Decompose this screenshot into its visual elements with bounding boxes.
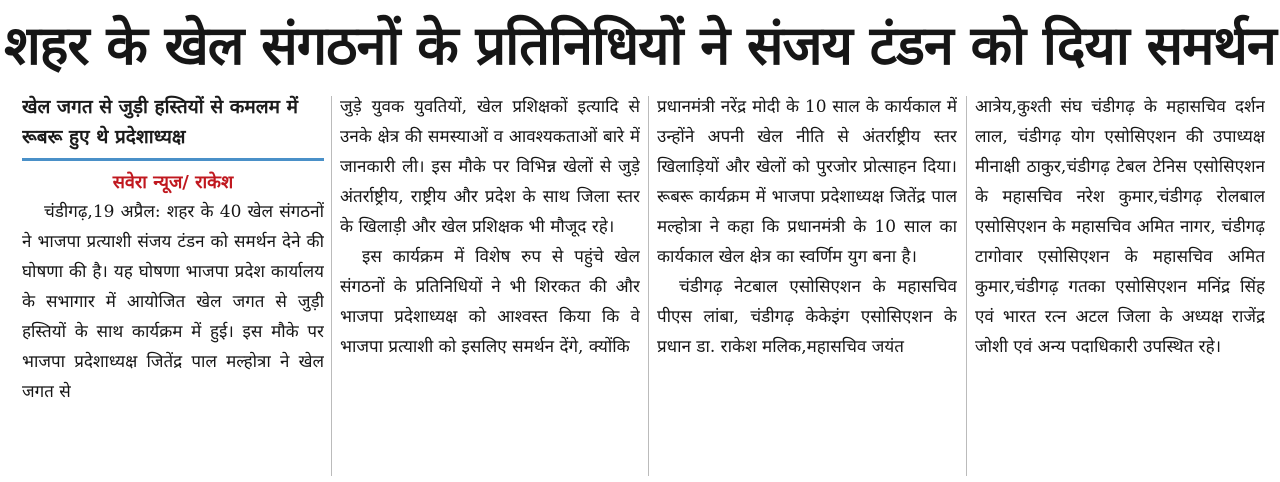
column-2-paragraph-2: इस कार्यक्रम में विशेष रुप से पहुंचे खेल संगठनों के प्रतिनिधियों ने भी शिरकत की और भाजपा प्रदेशाध्यक्ष को आश्वस्त किया कि वे भाजपा प्रत्याशी को इसलिए समर्थन देंगे, क्योंकि: [340, 247, 640, 357]
column-divider: [331, 96, 332, 476]
byline: सवेरा न्यूज/ राकेश: [112, 172, 234, 193]
column-divider: [966, 96, 967, 476]
column-divider: [648, 96, 649, 476]
column-3-paragraph-1: प्रधानमंत्री नरेंद्र मोदी के 10 साल के कार्यकाल में उन्होंने अपनी खेल नीति से अंतर्राष्ट्रीय स्तर खिलाड़ियों और खेलों को पुरजोर प्रोत्साहन दिया। रूबरू कार्यक्रम में भाजपा प्रदेशाध्यक्ष जितेंद्र पाल मल्होत्रा ने कहा कि प्रधानमंत्री के 10 साल का कार्यकाल खेल क्षेत्र का स्वर्णिम युग बना है।: [657, 97, 957, 267]
article-column-2: [340, 92, 640, 482]
subheadline-rule: [22, 158, 324, 161]
column-2-paragraph-1: जुड़े युवक युवतियों, खेल प्रशिक्षकों इत्यादि से उनके क्षेत्र की समस्याओं व आवश्यकताओं बारे में जानकारी ली। इस मौके पर विभिन्न खेलों से जुड़े अंतर्राष्ट्रीय, राष्ट्रीय और प्रदेश के साथ जिला स्तर के खिलाड़ी और खेल प्रशिक्षक भी मौजूद रहे।: [340, 97, 640, 237]
article-column-3: [657, 92, 957, 482]
article-column-4: [975, 92, 1265, 482]
column-4-text: आत्रेय,कुश्ती संघ चंडीगढ़ के महासचिव दर्शन लाल, चंडीगढ़ योग एसोसिएशन की उपाध्यक्ष मीनाक्षी ठाकुर,चंडीगढ़ टेबल टेनिस एसोसिएशन के महासचिव नरेश कुमार,चंडीगढ़ रोलबाल एसोसिएशन के महासचिव अमित नागर, चंडीगढ़ टागोवार एसोसिएशन के महासचिव अमित कुमार,चंडीगढ़ गतका एसोसिएशन मनिंद्र सिंह एवं भारत रत्न अटल जिला के अध्यक्ष राजेंद्र जोशी एवं अन्य पदाधिकारी उपस्थित रहे।: [975, 97, 1265, 357]
headline: शहर के खेल संगठनों के प्रतिनिधियों ने संजय टंडन को दिया समर्थन: [4, 14, 1276, 77]
article-column-1: [22, 92, 324, 482]
subheadline: खेल जगत से जुड़ी हस्तियों से कमलम में रूबरू हुए थे प्रदेशाध्यक्ष: [22, 96, 298, 148]
column-1-text: चंडीगढ़,19 अप्रैल: शहर के 40 खेल संगठनों ने भाजपा प्रत्याशी संजय टंडन को समर्थन देने की घोषणा की है। यह घोषणा भाजपा प्रदेश कार्यालय के सभागार में आयोजित खेल जगत से जुड़ी हस्तियों के साथ कार्यक्रम में हुई। इस मौके पर भाजपा प्रदेशाध्यक्ष जितेंद्र पाल मल्होत्रा ने खेल जगत से: [22, 202, 324, 402]
column-3-paragraph-2: चंडीगढ़ नेटबाल एसोसिएशन के महासचिव पीएस लांबा, चंडीगढ़ केकेइंग एसोसिएशन के प्रधान डा. राकेश मलिक,महासचिव जयंत: [657, 277, 957, 357]
